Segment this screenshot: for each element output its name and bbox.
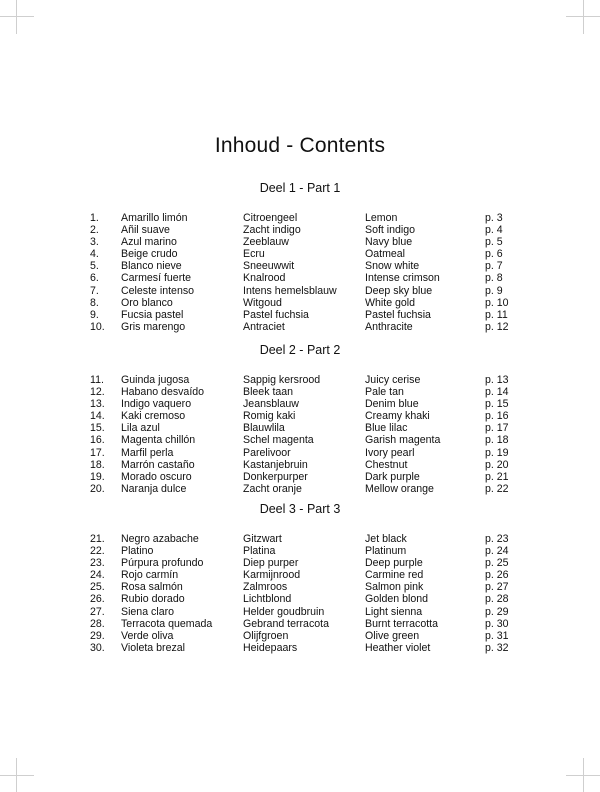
entry-english-name: Golden blond [365,593,429,606]
entry-page-number: p. 14 [485,386,509,399]
entry-spanish-name: Siena claro [121,605,174,618]
entry-spanish-name: Terracota quemada [121,617,213,630]
entry-page-number: p. 21 [485,470,509,483]
entry-spanish-name: Verde oliva [121,629,174,642]
entry-page-number: p. 17 [485,422,509,435]
entry-english-name: Intense crimson [365,272,440,285]
toc-entry[interactable] [0,272,600,284]
toc-section-part-3 [0,499,600,654]
entry-number: 2. [90,224,99,237]
toc-entry[interactable] [0,309,600,321]
entry-number: 20. [90,482,105,495]
section-heading: Deel 2 - Part 2 [259,343,341,357]
entry-spanish-name: Amarillo limón [121,212,188,224]
entry-number: 22. [90,545,105,558]
entry-english-name: Carmine red [365,569,424,582]
toc-entry[interactable] [0,422,600,434]
entry-dutch-name: Diep purper [243,557,299,570]
crop-mark-bottom-right-h [566,775,600,776]
toc-entry[interactable] [0,545,600,557]
entry-english-name: Jet black [365,533,407,545]
toc-entry[interactable] [0,224,600,236]
entry-dutch-name: Jeansblauw [243,398,299,411]
entry-spanish-name: Rojo carmín [121,569,179,582]
entry-english-name: Light sienna [365,605,423,618]
crop-mark-top-right [583,0,584,34]
toc-entry[interactable] [0,569,600,581]
entry-page-number: p. 4 [485,224,503,237]
entry-spanish-name: Platino [121,545,154,558]
toc-entry[interactable] [0,434,600,446]
toc-entry[interactable] [0,297,600,309]
entry-spanish-name: Marfil perla [121,446,174,459]
entry-page-number: p. 7 [485,260,503,273]
crop-mark-top-left-h [0,16,34,17]
entry-dutch-name: Gebrand terracota [243,617,329,630]
toc-entry[interactable] [0,471,600,483]
entry-dutch-name: Zacht oranje [243,482,302,495]
entry-page-number: p. 32 [485,641,509,654]
entry-page-number: p. 28 [485,593,509,606]
toc-entry[interactable] [0,285,600,297]
entry-spanish-name: Indigo vaquero [121,398,192,411]
entry-number: 27. [90,605,105,618]
entry-dutch-name: Olijfgroen [243,629,289,642]
entry-spanish-name: Habano desvaído [121,386,205,399]
entry-page-number: p. 11 [485,308,508,321]
entry-english-name: Garish magenta [365,434,441,447]
entry-number: 19. [90,470,105,483]
entry-spanish-name: Morado oscuro [121,470,192,483]
entry-spanish-name: Blanco nieve [121,260,182,273]
entry-english-name: Ivory pearl [365,446,415,459]
entry-spanish-name: Carmesí fuerte [121,272,192,285]
entry-number: 21. [90,533,105,545]
toc-entry[interactable] [0,248,600,260]
toc-entry[interactable] [0,533,600,545]
entry-number: 14. [90,410,105,423]
entry-number: 8. [90,296,99,309]
toc-entry[interactable] [0,374,600,386]
toc-entry[interactable] [0,212,600,224]
entry-page-number: p. 18 [485,434,509,447]
entry-page-number: p. 16 [485,410,509,423]
entry-dutch-name: Witgoud [243,296,282,309]
entry-english-name: Chestnut [365,458,408,471]
entry-number: 25. [90,581,105,594]
entry-dutch-name: Zalmroos [243,581,288,594]
entry-number: 11. [90,374,104,386]
entry-page-number: p. 20 [485,458,509,471]
entry-english-name: Salmon pink [365,581,424,594]
entry-number: 1. [90,212,99,224]
entry-number: 16. [90,434,105,447]
entry-english-name: Lemon [365,212,398,224]
entry-spanish-name: Beige crudo [121,248,178,261]
entry-dutch-name: Citroengeel [243,212,298,224]
entry-page-number: p. 5 [485,236,503,249]
entry-number: 10. [90,320,105,333]
entry-number: 18. [90,458,105,471]
entry-dutch-name: Antraciet [243,320,285,333]
entry-dutch-name: Knalrood [243,272,286,285]
crop-mark-bottom-left-h [0,775,34,776]
entry-page-number: p. 31 [485,629,509,642]
crop-mark-top-right-h [566,16,600,17]
entry-english-name: Pale tan [365,386,404,399]
entry-english-name: White gold [365,296,416,309]
entry-dutch-name: Blauwlila [243,422,285,435]
entry-dutch-name: Pastel fuchsia [243,308,309,321]
entry-page-number: p. 3 [485,212,503,224]
entry-english-name: Pastel fuchsia [365,308,431,321]
entry-number: 28. [90,617,105,630]
entry-dutch-name: Bleek taan [243,386,294,399]
entry-spanish-name: Lila azul [121,422,160,435]
entry-number: 7. [90,284,99,297]
entry-spanish-name: Marrón castaño [121,458,195,471]
entry-page-number: p. 26 [485,569,509,582]
entry-page-number: p. 24 [485,545,509,558]
entry-dutch-name: Intens hemelsblauw [243,284,337,297]
toc-entry[interactable] [0,606,600,618]
toc-entry-list [0,374,600,495]
toc-entry[interactable] [0,593,600,605]
entry-english-name: Snow white [365,260,420,273]
entry-dutch-name: Sneeuwwit [243,260,295,273]
entry-number: 29. [90,629,105,642]
entry-number: 4. [90,248,99,261]
entry-english-name: Dark purple [365,470,420,483]
entry-dutch-name: Romig kaki [243,410,296,423]
entry-number: 9. [90,308,99,321]
toc-entry[interactable] [0,630,600,642]
entry-dutch-name: Heidepaars [243,641,298,654]
entry-english-name: Oatmeal [365,248,406,261]
toc-entry[interactable] [0,483,600,495]
toc-entry[interactable] [0,581,600,593]
entry-spanish-name: Rosa salmón [121,581,183,594]
entry-number: 3. [90,236,99,249]
toc-entry-list [0,212,600,333]
toc-section-part-2 [0,340,600,495]
entry-spanish-name: Fucsia pastel [121,308,184,321]
entry-page-number: p. 23 [485,533,509,545]
entry-page-number: p. 27 [485,581,509,594]
entry-spanish-name: Negro azabache [121,533,199,545]
entry-number: 6. [90,272,99,285]
entry-dutch-name: Karmijnrood [243,569,301,582]
entry-spanish-name: Azul marino [121,236,177,249]
entry-spanish-name: Celeste intenso [121,284,195,297]
entry-english-name: Juicy cerise [365,374,421,386]
toc-entry[interactable] [0,557,600,569]
entry-english-name: Blue lilac [365,422,408,435]
entry-number: 12. [90,386,105,399]
toc-entry[interactable] [0,386,600,398]
entry-number: 30. [90,641,105,654]
entry-page-number: p. 8 [485,272,503,285]
section-heading: Deel 1 - Part 1 [259,181,341,195]
entry-number: 13. [90,398,105,411]
entry-english-name: Deep sky blue [365,284,433,297]
entry-english-name: Burnt terracotta [365,617,439,630]
entry-spanish-name: Magenta chillón [121,434,196,447]
entry-english-name: Olive green [365,629,420,642]
entry-dutch-name: Zeeblauw [243,236,289,249]
entry-dutch-name: Lichtblond [243,593,292,606]
entry-page-number: p. 9 [485,284,503,297]
entry-english-name: Platinum [365,545,407,558]
entry-page-number: p. 15 [485,398,509,411]
entry-number: 24. [90,569,105,582]
entry-dutch-name: Schel magenta [243,434,314,447]
entry-page-number: p. 19 [485,446,509,459]
toc-entry[interactable] [0,447,600,459]
toc-entry[interactable] [0,410,600,422]
entry-page-number: p. 6 [485,248,503,261]
toc-entry-list [0,533,600,654]
entry-spanish-name: Gris marengo [121,320,186,333]
entry-dutch-name: Zacht indigo [243,224,301,237]
entry-english-name: Soft indigo [365,224,416,237]
entry-page-number: p. 13 [485,374,509,386]
entry-number: 26. [90,593,105,606]
entry-dutch-name: Gitzwart [243,533,282,545]
entry-page-number: p. 29 [485,605,509,618]
entry-page-number: p. 25 [485,557,509,570]
entry-number: 15. [90,422,105,435]
entry-english-name: Denim blue [365,398,419,411]
entry-spanish-name: Añil suave [121,224,170,237]
entry-english-name: Mellow orange [365,482,434,495]
entry-dutch-name: Ecru [243,248,265,261]
entry-dutch-name: Platina [243,545,276,558]
toc-entry[interactable] [0,459,600,471]
entry-dutch-name: Donkerpurper [243,470,308,483]
entry-english-name: Navy blue [365,236,413,249]
entry-spanish-name: Púrpura profundo [121,557,204,570]
entry-english-name: Creamy khaki [365,410,430,423]
entry-spanish-name: Naranja dulce [121,482,187,495]
entry-english-name: Heather violet [365,641,431,654]
toc-entry[interactable] [0,642,600,654]
entry-spanish-name: Kaki cremoso [121,410,186,423]
entry-dutch-name: Sappig kersrood [243,374,321,386]
toc-entry[interactable] [0,260,600,272]
entry-number: 23. [90,557,105,570]
entry-dutch-name: Kastanjebruin [243,458,308,471]
crop-mark-top-left [16,0,17,34]
toc-section-part-1 [0,178,600,333]
entry-spanish-name: Oro blanco [121,296,173,309]
entry-english-name: Anthracite [365,320,413,333]
entry-page-number: p. 22 [485,482,509,495]
toc-entry[interactable] [0,618,600,630]
toc-entry[interactable] [0,321,600,333]
entry-page-number: p. 30 [485,617,509,630]
entry-page-number: p. 12 [485,320,509,333]
entry-spanish-name: Guinda jugosa [121,374,190,386]
toc-entry[interactable] [0,398,600,410]
entry-spanish-name: Rubio dorado [121,593,185,606]
entry-number: 5. [90,260,99,273]
page-title: Inhoud - Contents [214,134,386,157]
entry-page-number: p. 10 [485,296,509,309]
toc-entry[interactable] [0,236,600,248]
entry-dutch-name: Parelivoor [243,446,291,459]
entry-dutch-name: Helder goudbruin [243,605,325,618]
entry-number: 17. [90,446,105,459]
section-heading: Deel 3 - Part 3 [259,502,341,516]
entry-spanish-name: Violeta brezal [121,641,185,654]
entry-english-name: Deep purple [365,557,423,570]
